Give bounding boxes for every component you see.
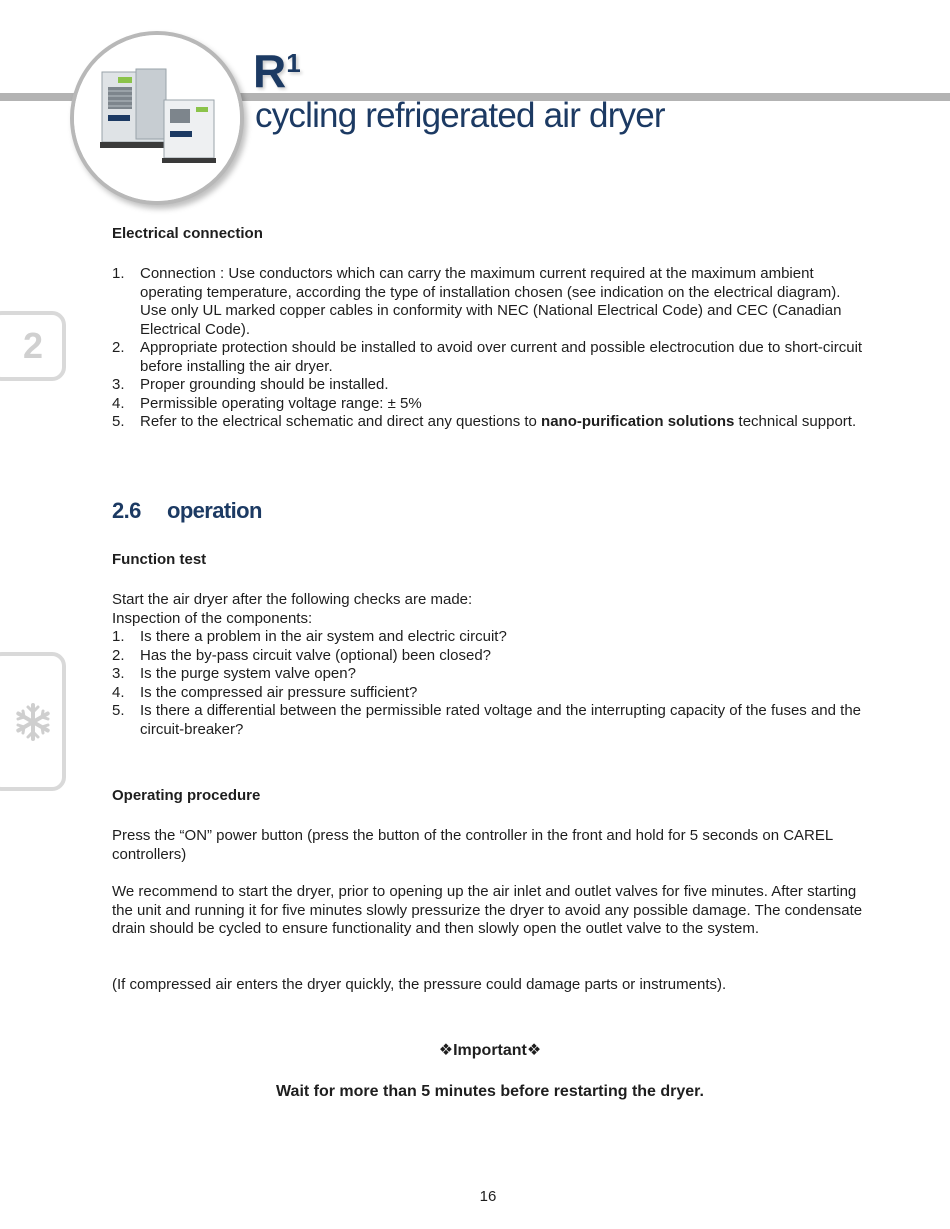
product-brand: $R^1$	[253, 45, 301, 97]
chapter-icon-tab	[0, 652, 66, 791]
function-test-heading: Function test	[112, 551, 207, 568]
list-item: 5. Is there a differential between the permissible rated voltage and the interrupting capacity of the fuses and the circuit-breaker?	[112, 702, 862, 738]
procedure-paragraph-1: Press the “ON” power button (press the button of the controller in the front and hold for 5 seconds on CAREL controllers)	[112, 827, 833, 863]
list-item: 3. Proper grounding should be installed.	[112, 376, 389, 393]
snowflake-icon	[13, 702, 53, 742]
list-item: 2. Appropriate protection should be installed to avoid over current and possible electrocution due to short-circuit before installing the air dryer.	[112, 339, 863, 375]
product-subtitle: cycling refrigerated air dryer	[255, 96, 665, 135]
list-item: 2. Has the by-pass circuit valve (optional) been closed?	[112, 646, 492, 664]
procedure-heading: Operating procedure	[112, 787, 261, 804]
function-test-list	[112, 628, 868, 739]
important-label: ❖Important❖	[438, 1042, 542, 1059]
procedure-paragraph-2: We recommend to start the dryer, prior to opening up the air inlet and outlet valves for five minutes. After starting the unit and running it for five minutes slowly pressurize the dryer to avoid any possible damage. The condensate drain should be cycled to ensure functionality and then slowly open the outlet valve to the system.	[112, 883, 863, 937]
list-item: 4. Permissible operating voltage range: ± 5%	[112, 394, 422, 412]
electrical-list	[112, 265, 868, 432]
section-heading	[112, 498, 262, 524]
dryer-units-illustration	[74, 35, 240, 201]
function-test-intro: Start the air dryer after the following checks are made: Inspection of the components:	[112, 591, 473, 627]
section-number: 2.6	[112, 498, 141, 523]
list-item: 5. Refer to the electrical schematic and direct any questions to nano-purification solutions technical support.	[112, 413, 857, 430]
electrical-heading: Electrical connection	[112, 225, 263, 242]
chapter-number: 2	[22, 325, 44, 366]
product-photo	[70, 31, 244, 205]
important-message: Wait for more than 5 minutes before restarting the dryer.	[276, 1083, 704, 1100]
list-item: 4. Is the compressed air pressure sufficient?	[112, 683, 418, 701]
procedure-paragraph-3: (If compressed air enters the dryer quickly, the pressure could damage parts or instruments).	[112, 976, 727, 993]
list-item: 1. Is there a problem in the air system and electric circuit?	[112, 628, 507, 645]
chapter-tab	[0, 311, 66, 381]
list-item: 1. Connection : Use conductors which can carry the maximum current required at the maximum ambient operating temperature, according the type of installation chosen (see indication on the electrical diagram). Use only UL marked copper cables in conformity with NEC (National Electrical Code) and CEC (Canadian Electrical Code).	[112, 265, 842, 338]
list-item: 3. Is the purge system valve open?	[112, 665, 356, 682]
page-number: 16	[479, 1188, 497, 1205]
section-title: operation	[167, 498, 262, 523]
